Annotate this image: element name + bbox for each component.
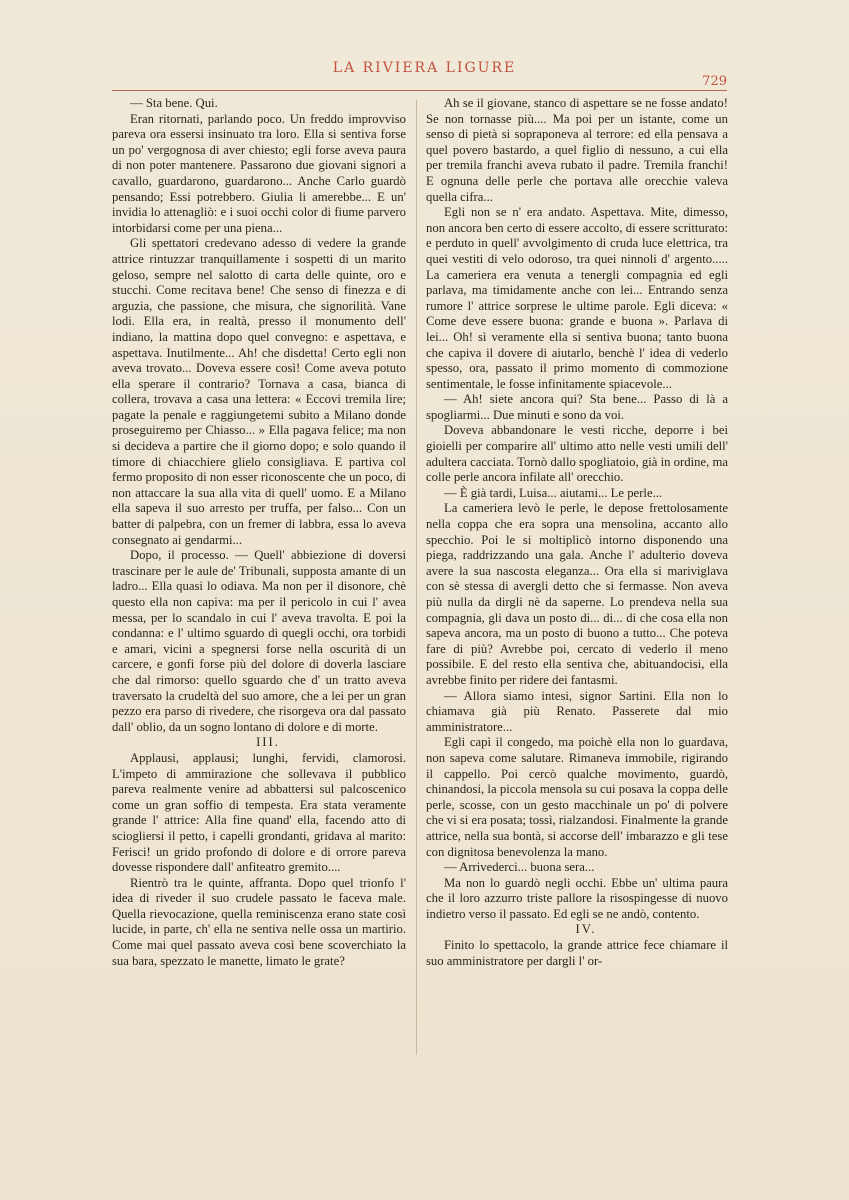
paragraph: Eran ritornati, parlando poco. Un freddo improvviso pareva ora essersi insinuato tra loro. Ella si sentiva forse un po' vergognosa di aver chiesto; egli forse aveva paura di non poter mantenere. Passarono due giovani signori a cavallo, guardarono, guardarono... Anche Carlo guardò pensando; Essi potrebbero. Giulia li amerebbe... E un' invidia lo attenagliò: e i suoi occhi color di fiume parvero intorbidarsi come per una piena... <box>112 111 406 235</box>
column-divider <box>416 100 417 1055</box>
header-rule <box>112 90 727 91</box>
paragraph: — Allora siamo intesi, signor Sartini. Ella non lo chiamava già più Renato. Passerete dal mio amministratore... <box>426 688 728 734</box>
paragraph: — Ah! siete ancora qui? Sta bene... Passo di là a spogliarmi... Due minuti e sono da voi. <box>426 392 728 422</box>
paragraph: Ma non lo guardò negli occhi. Ebbe un' ultima paura che il loro azzurro triste pallore la risospingesse di nuovo indietro verso il passato. Ed egli se ne andò, contento. <box>426 875 728 921</box>
paragraph: Dopo, il processo. — Quell' abbiezione di doversi trascinare per le aule de' Tribunali, supposta amante di un ladro... Ella quasi lo odiava. Ma non per il disonore, chè questo ella non capiva: ma per il pericolo in cui l' avea messa, per lo scandalo in cui l' aveva travolta. E poi la condanna: e l' ultimo sguardo di quegli occhi, ora torbidi e amari, vicini a spegnersi forse nella oscurità di un carcere, e gonfi forse più del dolore di doverla lasciare che dal rimorso: quello sguardo che d' un tratto aveva traversato la crudeltà del suo amore, che a lei per un gran pezzo era parso di rivedere, che risorgeva ora dal passato dall' oblio, da un sogno lontano di dolore e di morte. <box>112 548 406 734</box>
right-column <box>426 96 728 969</box>
paragraph: Rientrò tra le quinte, affranta. Dopo quel trionfo l' idea di riveder il suo crudele passato le faceva male. Quella rievocazione, quella reminiscenza erano state così lucide, in parte, ch' ella ne sentiva nelle ossa un martirio. Come mai quel passato aveva così bene scoverchiato la sua bara, spezzato le manette, limato le grate? <box>112 875 406 968</box>
paragraph: La cameriera levò le perle, le depose frettolosamente nella coppa che era sopra una mensolina, accanto allo specchio. Poi le si moltiplicò intorno disponendo una piega, raddrizzando una gala. Anche l' adulterio doveva avere la sua nascosta eleganza... Ora ella si mariviglava con sè stessa di avergli detto che si fermasse. Non aveva più nulla da dirgli nè da saperne. Lo prendeva nella sua compagnia, gli dava un posto di... di... di che cosa ella non sapeva ancora, ma un posto di buono a tutto... Che poteva fare di più? Avrebbe poi, cercato di vederlo il meno possibile. E del resto ella sentiva che, abituandocisi, ella avrebbe finito per ridere dei fantasmi. <box>426 501 728 687</box>
left-column <box>112 96 406 969</box>
paragraph: Gli spettatori credevano adesso di vedere la grande attrice rintuzzar tranquillamente i sospetti di un marito geloso, sempre nel salotto di carta delle quinte, oro e stucchi. Come recitava bene! Che senso di finezza e di arguzia, che passione, che misura, che signorilità. Vane lodi. Ella era, in realtà, presso il monumento dell' indiano, la mattina dopo quel convegno: e aspettava, e aspettava. Inutilmente... Ah! che disdetta! Certo egli non aveva trovato... Doveva essere così! Come aveva potuto ella sperare il contrario? Tornava a casa, bianca di collera, trovava a casa una lettera: « Eccovi tremila lire; pagate la penale e raggiungetemi subito a Milano donde proseguiremo per Chiasso... » Ella pagava felice; ma non si decideva a partire che il giorno dopo; e solo quando il timore di chiacchiere glielo consigliava. E partiva col fermo proposito di non esser riconoscente che un poco, di non attaccare la sua alla vita di quell' uomo. E a Milano ella sapeva il suo arresto per truffa, per falso... Con un batter di palpebra, con un fremer di labbra, essa lo aveva consegnato ai gendarmi... <box>112 236 406 547</box>
paragraph: — Sta bene. Qui. <box>130 96 218 110</box>
paragraph: Ah se il giovane, stanco di aspettare se ne fosse andato! Se non tornasse più.... Ma poi per un istante, come un senso di pietà si sopraponeva al terrore: ed ella pensava a quel povero bastardo, a quel figlio di nessuno, a cui ella per tremila franchi aveva rubato il padre. Tremila franchi! E ognuna delle perle che portava alle orecchie valeva quella cifra... <box>426 96 728 204</box>
paragraph: Doveva abbandonare le vesti ricche, deporre i bei gioielli per comparire all' ultimo atto nelle vesti umili dell' adultera cacciata. Tornò dallo spogliatoio, già in ordine, ma colle perle ancora infilate all' orecchio. <box>426 423 728 485</box>
running-title: LA RIVIERA LIGURE <box>332 60 517 76</box>
paragraph: Applausi, applausi; lunghi, fervidi, clamorosi. L'impeto di ammirazione che sollevava il pubblico pareva realmente venire ad abbattersi sul palcoscenico come un gran soffio di tempesta. Era stata veramente grande l' attrice: Alla fine quand' ella, facendo atto di sciogliersi il petto, i capelli grondanti, gridava al marito: Ferisci! un grido profondo di dolore e di orrore pareva dovesse rispondere dall' anfiteatro gremito.... <box>112 750 406 875</box>
section-heading: IV. <box>575 922 597 937</box>
paragraph: Finito lo spettacolo, la grande attrice fece chiamare il suo amministratore per dargli l' or- <box>426 938 728 968</box>
page-number: 729 <box>702 74 727 89</box>
section-heading: III. <box>256 735 280 750</box>
paragraph: Egli capì il congedo, ma poichè ella non lo guardava, non sapeva come salutare. Rimaneva immobile, rigirando il cappello. Poi cercò qualche movimento, guardò, chinandosi, la piccola mensola su cui posava la coppa delle perle, scosse, con un gesto macchinale un po' di polvere che vi si era posata; tossì, rialzandosi. Finalmente la grande attrice, nella sua bontà, si accorse dell' imbarazzo e gli tese con dignitosa benevolenza la mano. <box>426 735 728 859</box>
paragraph: Egli non se n' era andato. Aspettava. Mite, dimesso, non ancora ben certo di essere accolto, di essere scritturato: e perduto in quell' avvolgimento di cruda luce elettrica, tra quei vestiti di velo odoroso, tra quei ninnoli d' argento..... La cameriera era venuta a tenergli compagnia ed egli parlava, ma timidamente anche con lei... Entrando senza rumore l' attrice sorprese le ultime parole. Egli diceva: « Come deve essere buona: grande e buona ». Parlava di lei... Oh! sì veramente ella si sentiva buona; tanto buona che capiva il dovere di aiutarlo, benchè l' idea di vederlo spesso, ora, passato il primo momento di commozione sentimentale, le fosse infinitamente spiacevole... <box>426 205 728 391</box>
paragraph: — Arrivederci... buona sera... <box>444 860 595 875</box>
paragraph: — È già tardi, Luisa... aiutami... Le perle... <box>444 485 663 500</box>
